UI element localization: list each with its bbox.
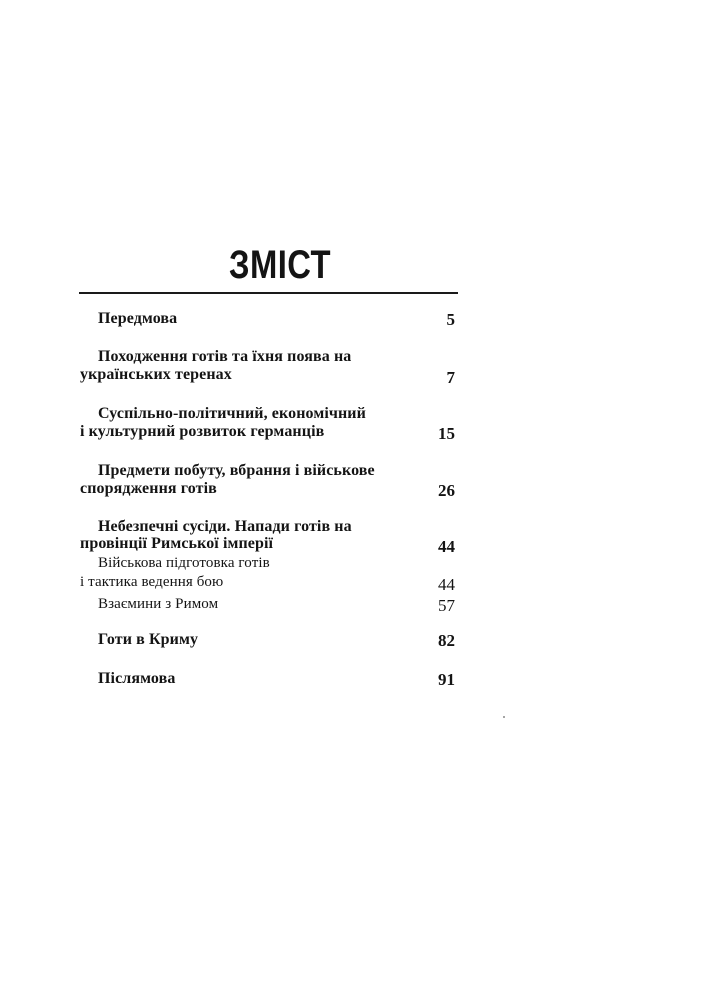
toc-page-number: 57 [438,596,455,615]
toc-page-number: 7 [446,368,455,387]
toc-entry-neighbours-line1: Небезпечні сусіди. Напади готів на [98,518,352,535]
toc-page-number: 26 [438,481,455,500]
toc-page-number: 91 [438,670,455,689]
toc-page-number: 44 [438,575,455,594]
toc-page-number: 44 [438,537,455,556]
toc-entry-origin-line2: українських теренах [80,366,232,383]
toc-title: ЗМІСТ [229,243,331,287]
toc-page-number: 82 [438,631,455,650]
toc-entry-items-line2: спорядження готів [80,480,217,497]
toc-entry-crimea: Готи в Криму [98,631,199,648]
toc-entry-neighbours-line2: провінції Римської імперії [80,535,274,552]
toc-entry-development-line1: Суспільно-політичний, економічний [98,405,366,422]
toc-entry-afterword: Післямова [98,670,176,687]
toc-entry-items-line1: Предмети побуту, вбрання і військове [98,462,375,479]
toc-page-number: 5 [446,310,455,329]
title-divider [79,292,458,294]
toc-entry-development-line2: і культурний розвиток германців [80,423,325,440]
toc-entry-preface: Передмова [98,310,178,327]
toc-subentry-training-line1: Військова підготовка готів [98,555,270,571]
toc-page-number: 15 [438,424,455,443]
toc-subentry-training-line2: і тактика ведення бою [80,574,224,590]
toc-entry-origin-line1: Походження готів та їхня поява на [98,348,352,365]
paper-speck [503,716,505,718]
toc-subentry-rome: Взаємини з Римом [98,596,219,612]
